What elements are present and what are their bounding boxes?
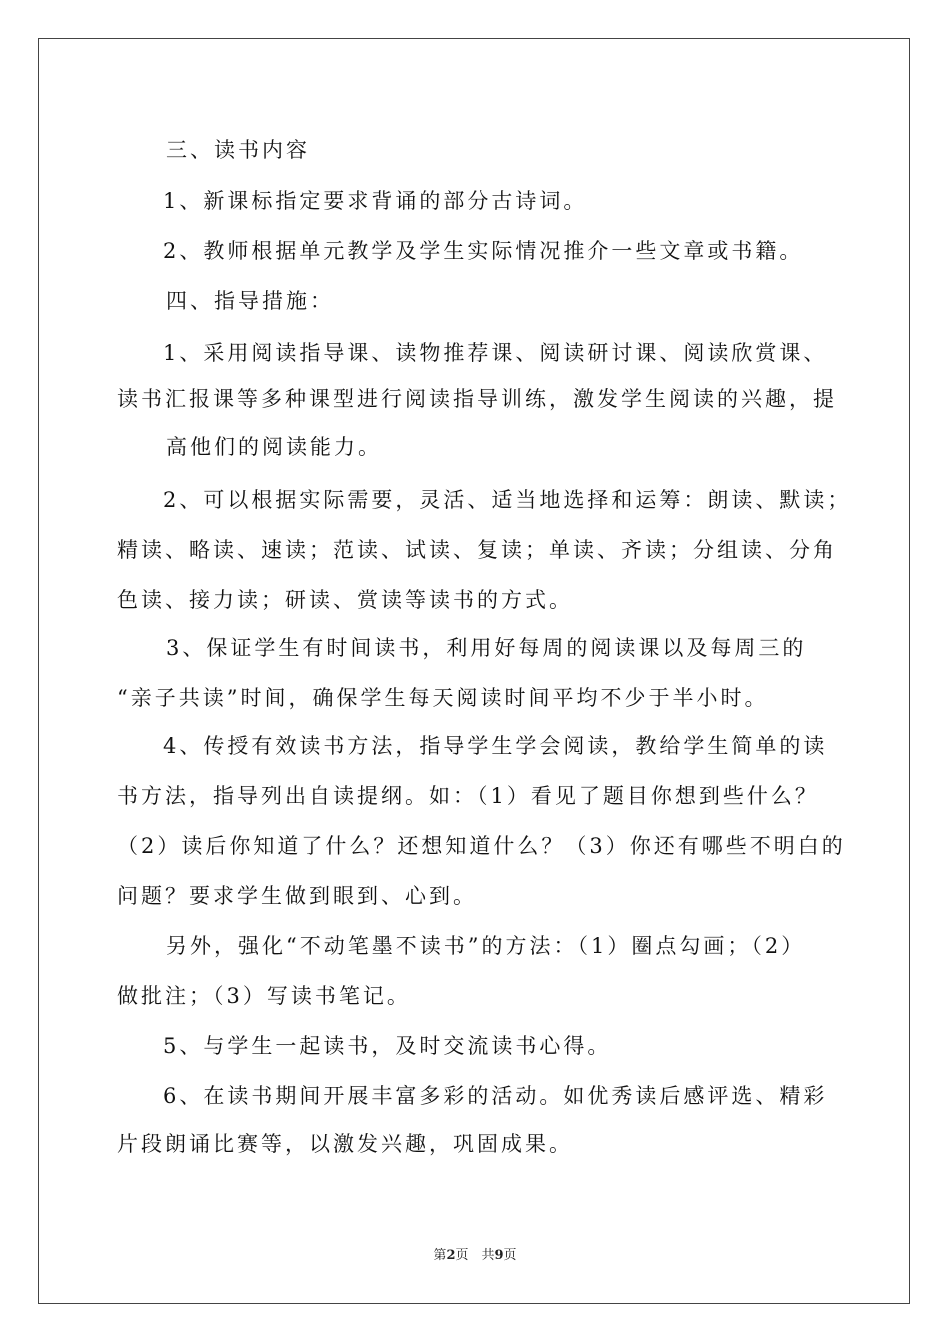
paragraph-line: 2、教师根据单元教学及学生实际情况推介一些文章或书籍。 — [163, 239, 804, 263]
paragraph-line: 色读、接力读；研读、赏读等读书的方式。 — [117, 588, 573, 612]
paragraph-line: 3、保证学生有时间读书，利用好每周的阅读课以及每周三的 — [166, 636, 807, 660]
paragraph-line: 4、传授有效读书方法，指导学生学会阅读，教给学生简单的读 — [163, 734, 828, 758]
paragraph-line: 问题？要求学生做到眼到、心到。 — [117, 884, 477, 908]
paragraph-line: 片段朗诵比赛等，以激发兴趣，巩固成果。 — [117, 1132, 573, 1156]
section-heading-measures: 四、指导措施： — [166, 289, 334, 313]
paragraph-line: 高他们的阅读能力。 — [166, 435, 382, 459]
paragraph-line: （2）读后你知道了什么？还想知道什么？（3）你还有哪些不明白的 — [117, 834, 846, 858]
paragraph-line: 读书汇报课等多种课型进行阅读指导训练，激发学生阅读的兴趣，提 — [117, 387, 837, 411]
paragraph-line: “亲子共读”时间，确保学生每天阅读时间平均不少于半小时。 — [117, 686, 769, 710]
paragraph-line: 做批注；（3）写读书笔记。 — [117, 984, 411, 1008]
paragraph-line: 另外，强化“不动笔墨不读书”的方法：（1）圈点勾画；（2） — [166, 934, 806, 958]
paragraph-line: 精读、略读、速读；范读、试读、复读；单读、齐读；分组读、分角 — [117, 538, 837, 562]
total-page-number: 9 — [494, 1248, 504, 1263]
page-number-footer — [0, 1247, 950, 1265]
page-mid: 页 共 — [455, 1248, 495, 1263]
paragraph-line: 1、新课标指定要求背诵的部分古诗词。 — [163, 189, 588, 213]
page-suffix: 页 — [503, 1248, 517, 1263]
paragraph-line: 1、采用阅读指导课、读物推荐课、阅读研讨课、阅读欣赏课、 — [163, 341, 828, 365]
page-border — [38, 38, 910, 1304]
page-prefix: 第 — [433, 1248, 447, 1263]
section-heading-content: 三、读书内容 — [166, 138, 310, 162]
current-page-number: 2 — [446, 1248, 456, 1263]
paragraph-line: 6、在读书期间开展丰富多彩的活动。如优秀读后感评选、精彩 — [163, 1084, 828, 1108]
paragraph-line: 书方法，指导列出自读提纲。如：（1）看见了题目你想到些什么？ — [117, 784, 819, 808]
paragraph-line: 2、可以根据实际需要，灵活、适当地选择和运筹：朗读、默读； — [163, 488, 852, 512]
paragraph-line: 5、与学生一起读书，及时交流读书心得。 — [163, 1034, 612, 1058]
